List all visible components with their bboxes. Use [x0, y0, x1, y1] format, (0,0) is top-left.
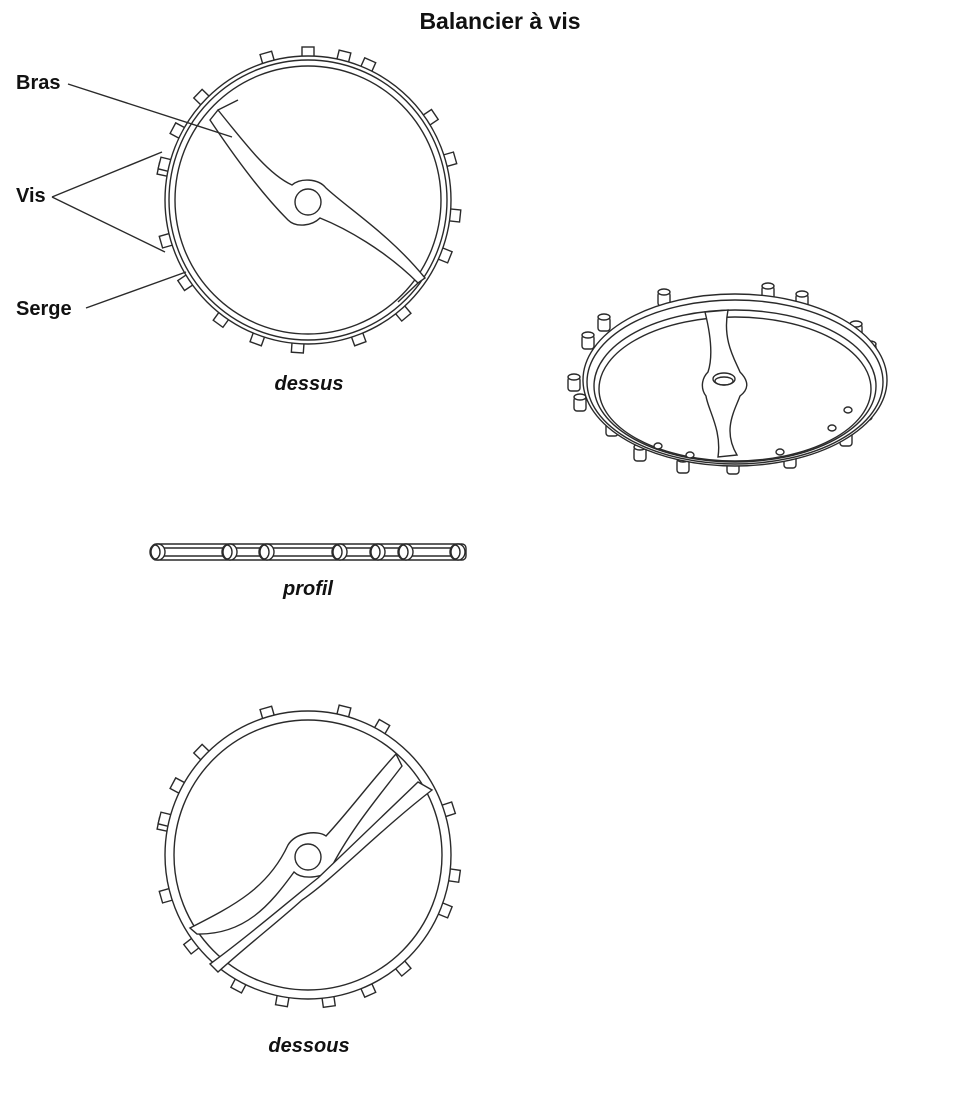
profile-view [150, 544, 466, 560]
leader-rim [86, 272, 186, 308]
iso-screw-top [658, 289, 670, 295]
iso-screw-tip [654, 443, 662, 449]
isometric-view [568, 283, 887, 474]
profile-rim [152, 544, 466, 560]
label-screws: Vis [16, 185, 46, 207]
iso-screw-top [762, 283, 774, 289]
iso-screw-tip [844, 407, 852, 413]
top-hub-hole [295, 189, 321, 215]
iso-screw-tip [828, 425, 836, 431]
iso-screw-tip [776, 449, 784, 455]
label-rim: Serge [16, 298, 72, 320]
iso-screw-tip [686, 452, 694, 458]
bottom-hub-hole [295, 844, 321, 870]
bottom-view [157, 705, 460, 1007]
label-arm: Bras [16, 72, 61, 94]
iso-screw-top [598, 314, 610, 320]
iso-screw-top [574, 394, 586, 400]
caption-bottom-view: dessous [268, 1035, 350, 1057]
top-view [52, 47, 461, 353]
diagram-title: Balancier à vis [419, 8, 581, 34]
leader-screw-a [52, 152, 162, 197]
leader-screw-b [52, 197, 165, 252]
caption-profile-view: profil [283, 578, 333, 600]
iso-screw-top [582, 332, 594, 338]
iso-screw-top [568, 374, 580, 380]
caption-top-view: dessus [274, 373, 344, 395]
iso-screw-top [796, 291, 808, 297]
